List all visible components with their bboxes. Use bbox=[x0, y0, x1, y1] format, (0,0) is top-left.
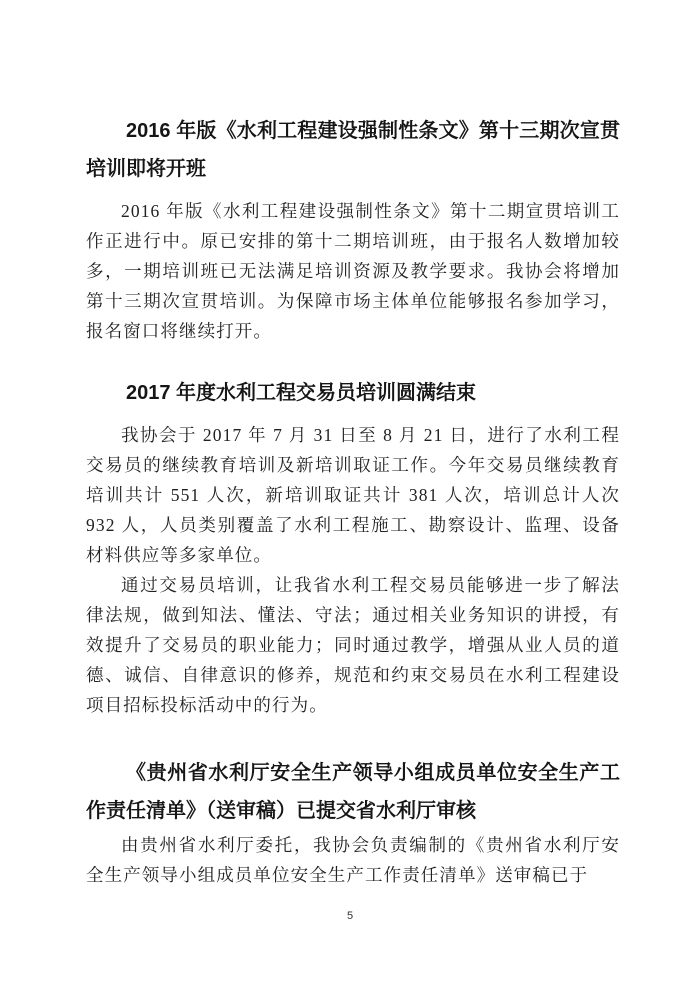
page-number: 5 bbox=[346, 910, 354, 922]
body-paragraph: 通过交易员培训，让我省水利工程交易员能够进一步了解法律法规，做到知法、懂法、守法；通过相关业务知识的讲授，有效提升了交易员的职业能力；同时通过教学，增强从业人员的道德、诚信、自律意识的修养，规范和约束交易员在水利工程建设项目招标投标活动中的行为。 bbox=[86, 575, 620, 715]
section-heading-trader-training: 2017 年度水利工程交易员培训圆满结束 bbox=[126, 382, 477, 404]
section-heading-training-13th: 2016 年版《水利工程建设强制性条文》第十三期次宣贯培训即将开班 bbox=[86, 120, 620, 180]
body-paragraph: 2016 年版《水利工程建设强制性条文》第十二期宣贯培训工作正进行中。原已安排的第十二期培训班，由于报名人数增加较多，一期培训班已无法满足培训资源及教学要求。我协会将增加第十三期次宣贯培训。为保障市场主体单位能够报名参加学习，报名窗口将继续打开。 bbox=[86, 201, 620, 341]
body-paragraph: 我协会于 2017 年 7 月 31 日至 8 月 21 日，进行了水利工程交易员的继续教育培训及新培训取证工作。今年交易员继续教育培训共计 551 人次，新培训取证共计 381 人次，培训总计人次 932 人，人员类别覆盖了水利工程施工、勘察设计、监理、设备材料供应等多家单位。 bbox=[86, 425, 620, 565]
section-heading-responsibility-list: 《贵州省水利厅安全生产领导小组成员单位安全生产工作责任清单》（送审稿）已提交省水利厅审核 bbox=[86, 762, 620, 822]
body-paragraph: 由贵州省水利厅委托，我协会负责编制的《贵州省水利厅安全生产领导小组成员单位安全生产工作责任清单》送审稿已于 bbox=[86, 835, 620, 885]
